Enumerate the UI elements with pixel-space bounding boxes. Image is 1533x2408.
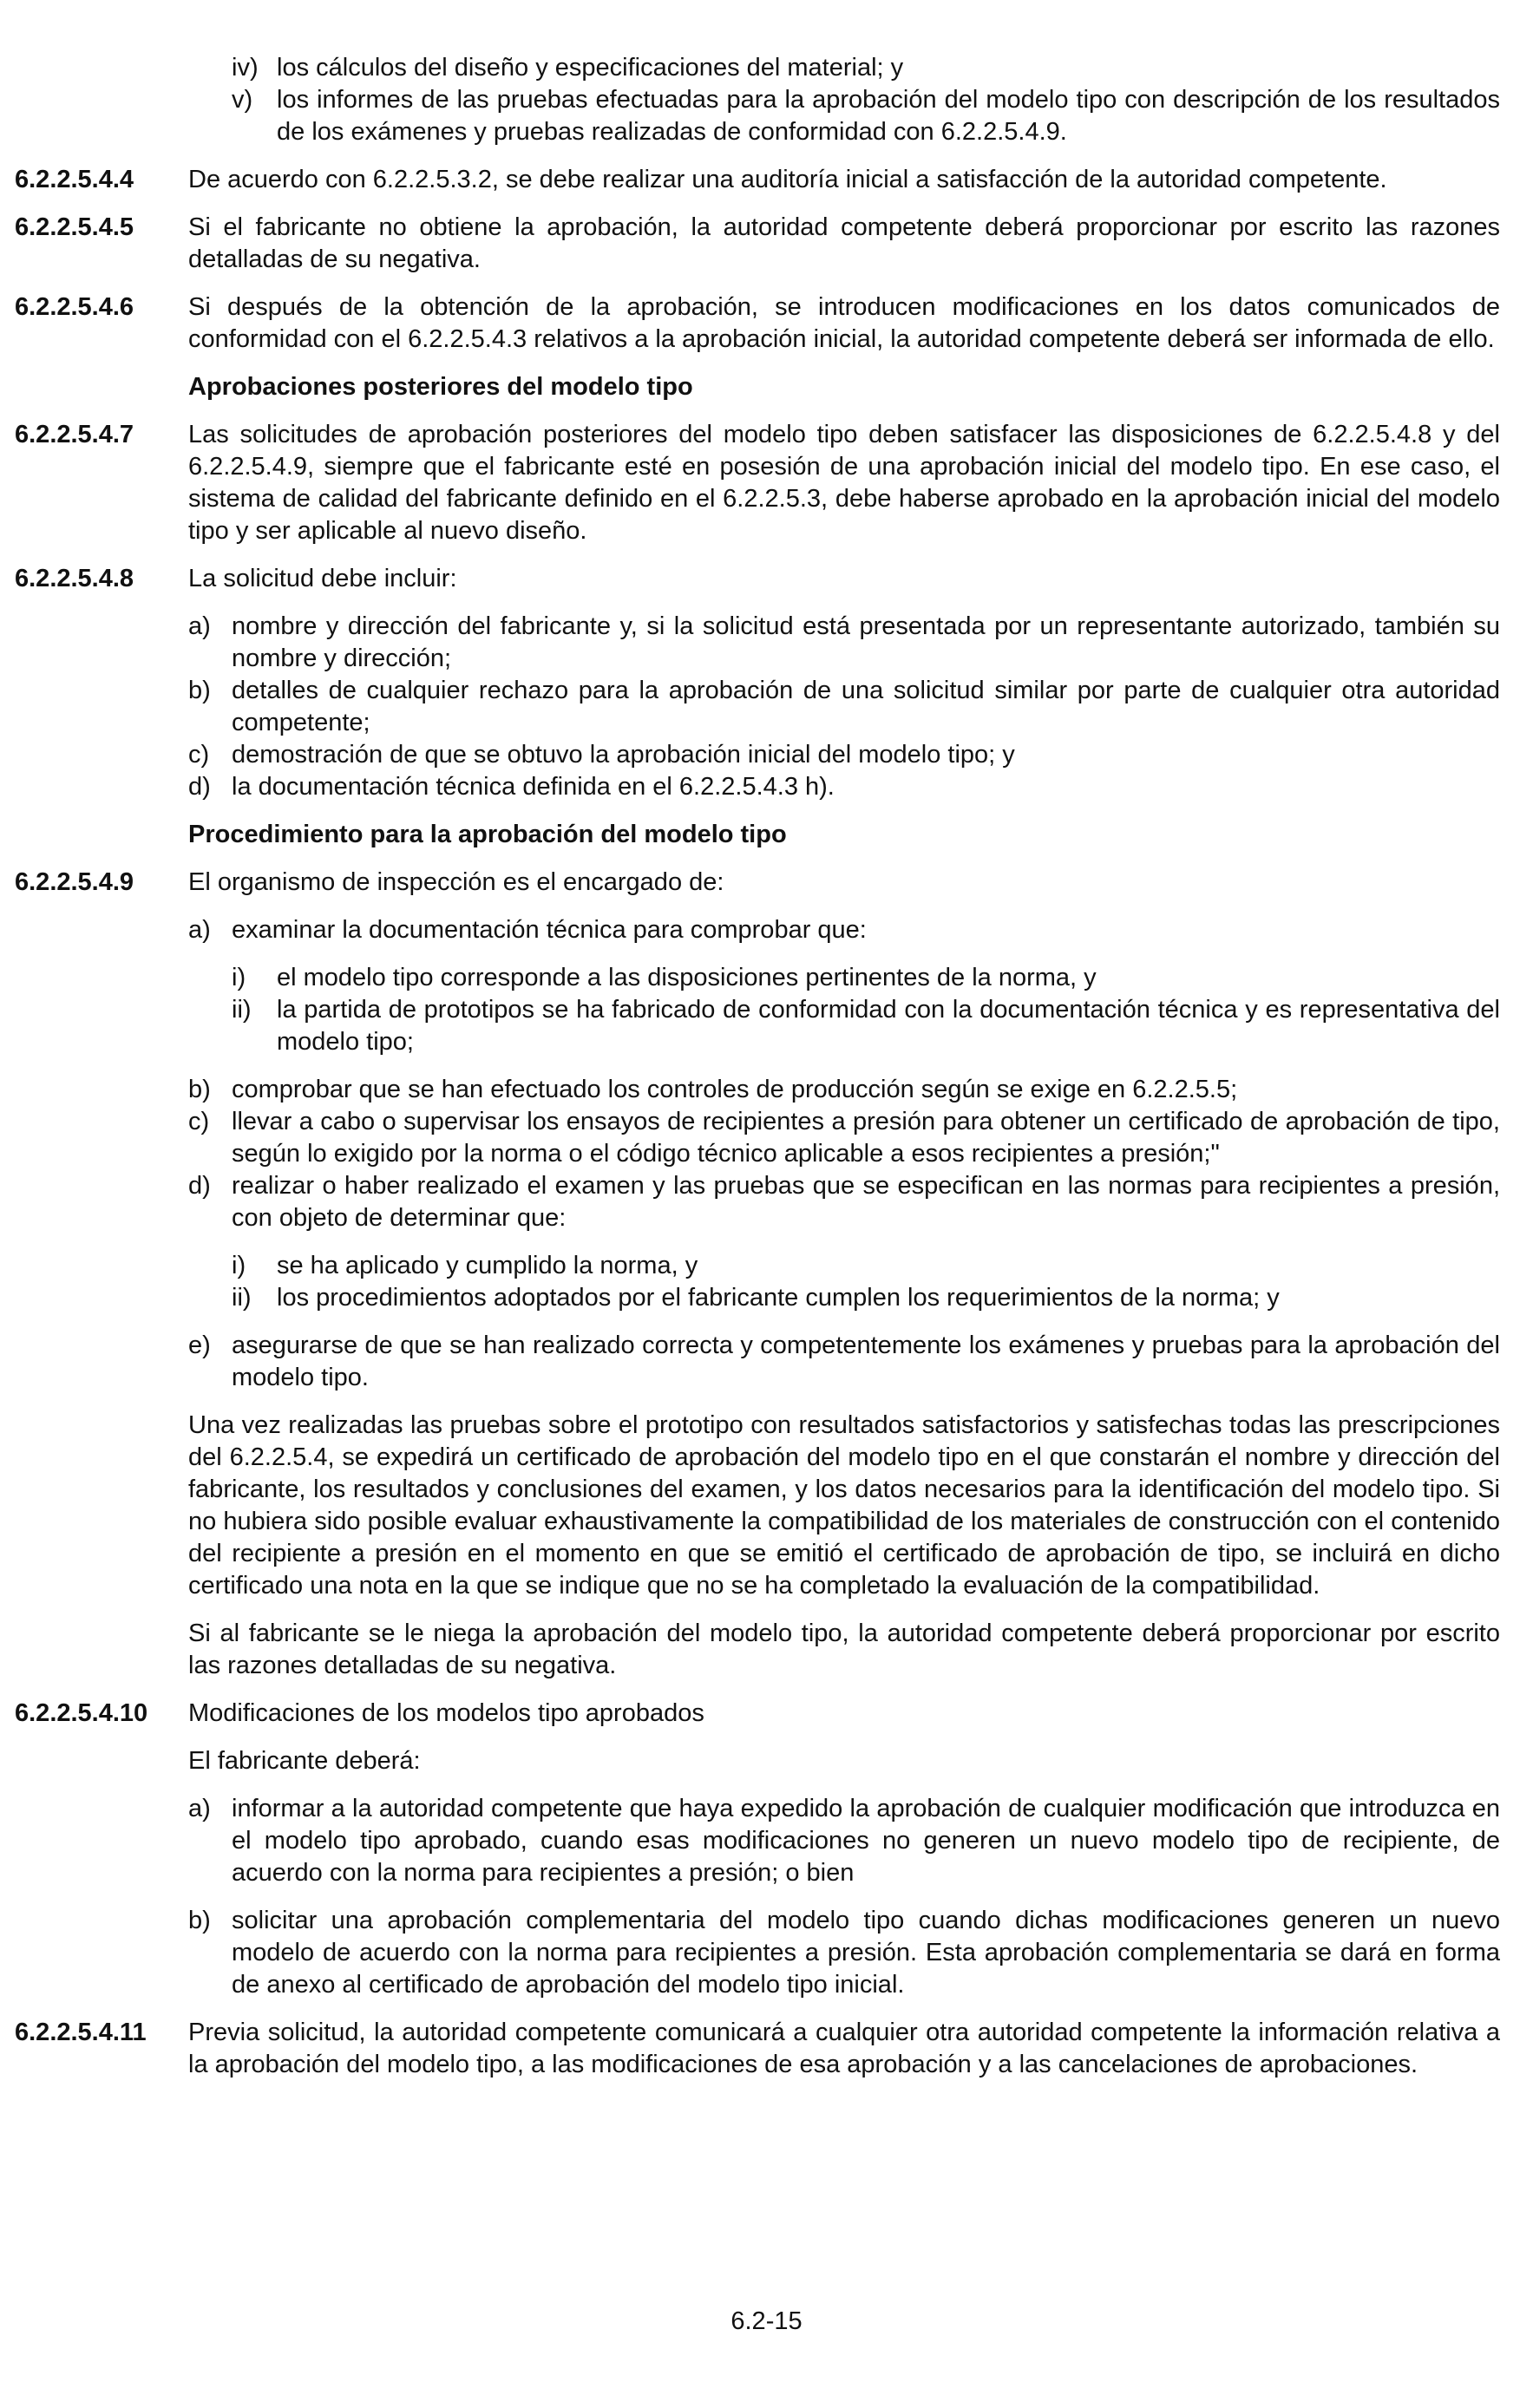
certificate-paragraph: Una vez realizadas las pruebas sobre el prototipo con resultados satisfactorios y satisfechas todas las prescripciones del 6.2.2.5.4, se expedirá un certificado de aprobación del modelo tipo en el que constarán el nombre y dirección del fabricante, los resultados y conclusiones del examen, y los datos necesarios para la identificación del modelo tipo. Si no hubiera sido posible evaluar exhaustivamente la compatibilidad de los materiales de construcción con el contenido del recipiente a presión en el momento en que se emitió el certificado de aprobación de tipo, se incluirá en dicho certificado una nota en la que se indique que no se ha completado la evaluación de la compatibilidad. — [188, 1411, 1500, 1600]
list-item — [232, 962, 1500, 994]
list-label: c) — [188, 1108, 210, 1135]
section-6-2-2-5-4-8 — [0, 563, 1533, 595]
section-number: 6.2.2.5.4.8 — [15, 565, 134, 592]
list-text: los cálculos del diseño y especificaciones del material; y — [277, 54, 904, 82]
list-label: i) — [232, 964, 246, 991]
list-item — [232, 1282, 1500, 1314]
section-number: 6.2.2.5.4.10 — [15, 1699, 148, 1727]
list-item — [188, 739, 1500, 771]
list-item — [188, 1793, 1500, 1889]
section-text: El organismo de inspección es el encargado de: — [188, 868, 724, 896]
refusal-paragraph: Si al fabricante se le niega la aprobación del modelo tipo, la autoridad competente deberá proporcionar por escrito las razones detalladas de su negativa. — [188, 1620, 1500, 1679]
inspection-list-a — [188, 914, 1500, 946]
section-6-2-2-5-4-10 — [0, 1698, 1533, 1730]
list-label: a) — [188, 916, 211, 944]
section-6-2-2-5-4-11 — [0, 2017, 1533, 2081]
list-text: la partida de prototipos se ha fabricado de conformidad con la documentación técnica y es representativa del modelo tipo; — [277, 996, 1500, 1056]
list-text: solicitar una aprobación complementaria del modelo tipo cuando dichas modificaciones generen un nuevo modelo de acuerdo con la norma para recipientes a presión. Esta aprobación complementaria se dará en forma de anexo al certificado de aprobación del modelo tipo inicial. — [232, 1907, 1500, 1999]
section-number: 6.2.2.5.4.6 — [15, 293, 134, 321]
subheading-procedimiento: Procedimiento para la aprobación del modelo tipo — [188, 821, 787, 848]
list-label: ii) — [232, 996, 252, 1024]
list-text: detalles de cualquier rechazo para la aprobación de una solicitud similar por parte de cualquier otra autoridad competente; — [232, 677, 1500, 736]
list-label: ii) — [232, 1284, 252, 1312]
section-6-2-2-5-4-5 — [0, 212, 1533, 276]
list-item — [188, 771, 1500, 803]
section-number: 6.2.2.5.4.4 — [15, 166, 134, 193]
list-item — [188, 1330, 1500, 1394]
section-6-2-2-5-4-9 — [0, 867, 1533, 899]
continued-list — [232, 52, 1500, 148]
section-text: Si el fabricante no obtiene la aprobación, la autoridad competente deberá proporcionar por escrito las razones detalladas de su negativa. — [188, 213, 1500, 273]
list-label: iv) — [232, 54, 259, 82]
list-text: comprobar que se han efectuado los controles de producción según se exige en 6.2.2.5.5; — [232, 1076, 1238, 1103]
section-text: Las solicitudes de aprobación posteriores del modelo tipo deben satisfacer las disposiciones de 6.2.2.5.4.8 y del 6.2.2.5.4.9, siempre que el fabricante esté en posesión de una aprobación inicial del modelo tipo. En ese caso, el sistema de calidad del fabricante definido en el 6.2.2.5.3, debe haberse aprobado en la aprobación inicial del modelo tipo y ser aplicable al nuevo diseño. — [188, 421, 1500, 545]
section-number: 6.2.2.5.4.11 — [15, 2019, 147, 2046]
list-item — [188, 1074, 1500, 1106]
section-number: 6.2.2.5.4.9 — [15, 868, 134, 896]
page-number: 6.2-15 — [730, 2307, 803, 2335]
section-text: Previa solicitud, la autoridad competente comunicará a cualquier otra autoridad competente la información relativa a la aprobación del modelo tipo, a las modificaciones de esa aprobación y a las cancelaciones de aprobaciones. — [188, 2019, 1500, 2078]
list-item — [188, 611, 1500, 675]
list-item — [188, 1106, 1500, 1170]
list-label: i) — [232, 1252, 246, 1279]
list-item — [188, 675, 1500, 739]
list-label: v) — [232, 86, 253, 114]
subheading-aprobaciones-posteriores: Aprobaciones posteriores del modelo tipo — [188, 373, 693, 401]
list-item — [232, 994, 1500, 1058]
section-text: De acuerdo con 6.2.2.5.3.2, se debe realizar una auditoría inicial a satisfacción de la autoridad competente. — [188, 166, 1387, 193]
list-text: informar a la autoridad competente que haya expedido la aprobación de cualquier modificación que introduzca en el modelo tipo aprobado, cuando esas modificaciones no generen un nuevo modelo tipo de recipiente, de acuerdo con la norma para recipientes a presión; o bien — [232, 1795, 1500, 1887]
list-text: los informes de las pruebas efectuadas para la aprobación del modelo tipo con descripción de los resultados de los exámenes y pruebas realizadas de conformidad con 6.2.2.5.4.9. — [277, 86, 1500, 146]
document-page — [0, 52, 1533, 2097]
list-text: llevar a cabo o supervisar los ensayos de recipientes a presión para obtener un certificado de aprobación de tipo, según lo exigido por la norma o el código técnico aplicable a esos recipientes a presión;" — [232, 1108, 1500, 1168]
manufacturer-list-b — [188, 1905, 1500, 2001]
manufacturer-list-a — [188, 1793, 1500, 1889]
inspection-sublist-d — [232, 1250, 1500, 1314]
section-6-2-2-5-4-4 — [0, 164, 1533, 196]
list-text: los procedimientos adoptados por el fabricante cumplen los requerimientos de la norma; y — [277, 1284, 1280, 1312]
inspection-sublist-a — [232, 962, 1500, 1058]
section-text: Modificaciones de los modelos tipo aprobados — [188, 1699, 704, 1727]
list-item — [188, 1170, 1500, 1234]
list-label: b) — [188, 1907, 211, 1934]
list-text: examinar la documentación técnica para comprobar que: — [232, 916, 867, 944]
list-text: el modelo tipo corresponde a las disposiciones pertinentes de la norma, y — [277, 964, 1097, 991]
inspection-list-bcd — [188, 1074, 1500, 1234]
list-text: demostración de que se obtuvo la aprobación inicial del modelo tipo; y — [232, 741, 1015, 769]
section-6-2-2-5-4-6 — [0, 291, 1533, 356]
list-text: se ha aplicado y cumplido la norma, y — [277, 1252, 698, 1279]
list-label: a) — [188, 612, 211, 640]
inspection-list-e — [188, 1330, 1500, 1394]
list-text: realizar o haber realizado el examen y las pruebas que se especifican en las normas para recipientes a presión, con objeto de determinar que: — [232, 1172, 1500, 1232]
list-item — [232, 84, 1500, 148]
list-item — [232, 1250, 1500, 1282]
list-text: la documentación técnica definida en el 6.2.2.5.4.3 h). — [232, 773, 835, 801]
manufacturer-intro: El fabricante deberá: — [188, 1747, 421, 1775]
list-label: d) — [188, 1172, 211, 1200]
list-label: e) — [188, 1332, 211, 1359]
list-label: b) — [188, 1076, 211, 1103]
section-text: Si después de la obtención de la aprobación, se introducen modificaciones en los datos comunicados de conformidad con el 6.2.2.5.4.3 relativos a la aprobación inicial, la autoridad competente deberá ser informada de ello. — [188, 293, 1500, 353]
list-label: b) — [188, 677, 211, 704]
list-label: d) — [188, 773, 211, 801]
section-6-2-2-5-4-7 — [0, 419, 1533, 547]
section-number: 6.2.2.5.4.5 — [15, 213, 134, 241]
list-item — [188, 1905, 1500, 2001]
list-text: nombre y dirección del fabricante y, si la solicitud está presentada por un representante autorizado, también su nombre y dirección; — [232, 612, 1500, 672]
section-text: La solicitud debe incluir: — [188, 565, 457, 592]
list-item — [232, 52, 1500, 84]
list-label: c) — [188, 741, 210, 769]
list-label: a) — [188, 1795, 211, 1822]
solicitud-list — [188, 611, 1500, 803]
list-item — [188, 914, 1500, 946]
list-text: asegurarse de que se han realizado correcta y competentemente los exámenes y pruebas para la aprobación del modelo tipo. — [232, 1332, 1500, 1391]
section-number: 6.2.2.5.4.7 — [15, 421, 134, 448]
